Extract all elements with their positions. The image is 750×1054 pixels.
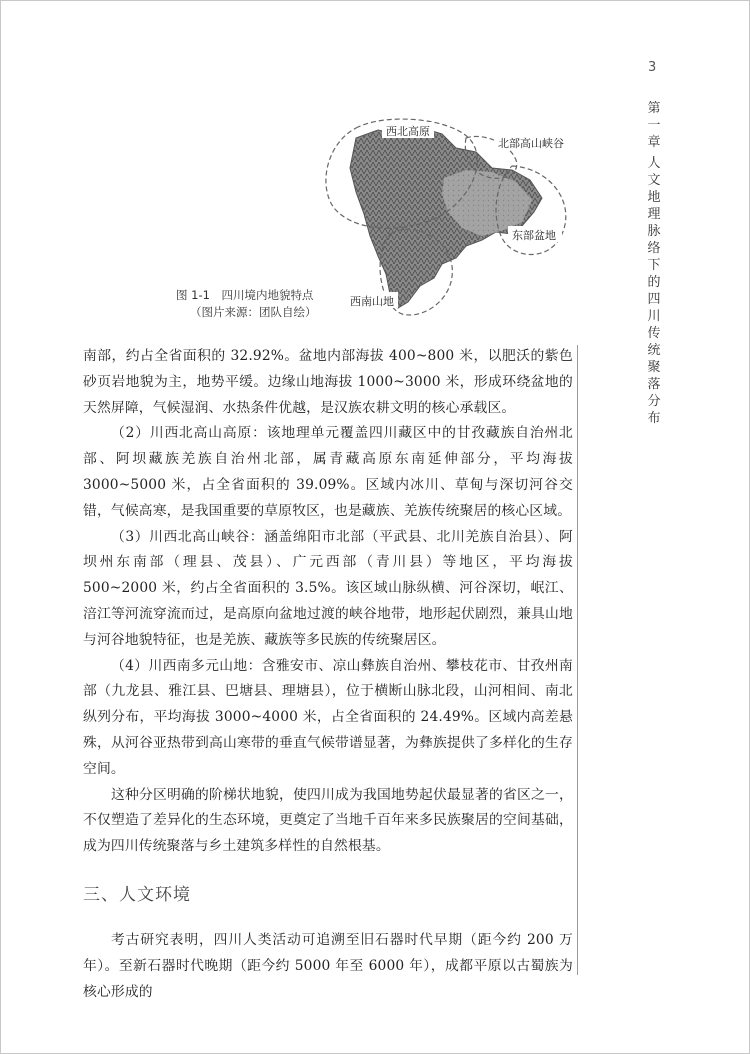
paragraph: 南部，约占全省面积的 32.92%。盆地内部海拔 400~800 米，以肥沃的紫色砂页岩地貌为主，地势平缓。边缘山地海拔 1000~3000 米，形成环绕盆地的天然屏障，气候湿润、水热条件优越，是汉族农耕文明的核心承载区。: [83, 348, 573, 416]
sichuan-relief-map: [316, 108, 580, 322]
chapter-title-char: 地: [647, 190, 661, 205]
page-number: 3: [648, 60, 657, 75]
chapter-title-char: 统: [647, 343, 661, 358]
chapter-title: [646, 155, 662, 427]
chapter-title-char: 下: [647, 258, 661, 273]
paragraph: （2）川西北高山高原：该地理单元覆盖四川藏区中的甘孜藏族自治州北部、阿坝藏族羌族自治州北部，属青藏高原东南延伸部分，平均海拔 3000~5000 米，占全省面积的 39.09%。区域内冰川、草甸与深切河谷交错，气候高寒，是我国重要的草原牧区，也是藏族、羌族传统聚居的核心区域。: [83, 425, 573, 519]
chapter-title-char: 落: [647, 377, 661, 392]
chapter-title-char: 聚: [647, 360, 661, 375]
chapter-title-char: 的: [647, 275, 661, 290]
chapter-title-char: 理: [647, 207, 661, 222]
chapter-title-char: 布: [647, 411, 661, 426]
paragraph: 这种分区明确的阶梯状地貌，使四川成为我国地势起伏最显著的省区之一，不仅塑造了差异化的生态环境，更奠定了当地千百年来多民族聚居的空间基础，成为四川传统聚落与乡土建筑多样性的自然根基。: [83, 786, 573, 855]
chapter-label: [646, 100, 662, 151]
body-text: [83, 344, 573, 860]
chapter-title-char: 文: [647, 173, 661, 188]
chapter-title-char: 分: [647, 394, 661, 409]
chapter-title-char: 脉: [647, 224, 661, 239]
chapter-char: 一: [647, 118, 661, 133]
margin-rule: [577, 345, 578, 975]
label-north: 北部高山峡谷: [498, 137, 564, 150]
chapter-char: 章: [647, 135, 661, 150]
chapter-title-char: 传: [647, 326, 661, 341]
chapter-char: 第: [647, 101, 661, 116]
label-southwest: 西南山地: [350, 295, 394, 308]
paragraph: （4）川西南多元山地：含雅安市、凉山彝族自治州、攀枝花市、甘孜州南部（九龙县、雅江县、巴塘县、理塘县），位于横断山脉北段，山河相间、南北纵列分布，平均海拔 3000~4000 米，占全省面积的 24.49%。区域内高差悬殊，从河谷亚热带到高山寒带的垂直气候带谱显著，为彝族提供了多样化的生存空间。: [83, 657, 573, 777]
paragraph: （3）川西北高山峡谷：涵盖绵阳市北部（平武县、北川羌族自治县）、阿坝州东南部（理县、茂县）、广元西部（青川县）等地区，平均海拔 500~2000 米，约占全省面积的 3.5%。该区域山脉纵横、河谷深切，岷江、涪江等河流穿流而过，是高原向盆地过渡的峡谷地带，地形起伏剧烈，兼具山地与河谷地貌特征，也是羌族、藏族等多民族的传统聚居区。: [83, 528, 573, 648]
figure-caption: 图 1-1 四川境内地貌特点: [176, 288, 314, 302]
label-east: 东部盆地: [512, 229, 556, 242]
section-body: [83, 928, 573, 1005]
paragraph: 考古研究表明，四川人类活动可追溯至旧石器时代早期（距今约 200 万年）。至新石器时代晚期（距今约 5000 年至 6000 年），成都平原以古蜀族为核心形成的: [83, 932, 573, 1000]
label-northwest: 西北高原: [386, 125, 430, 138]
chapter-title-char: 人: [647, 156, 661, 171]
figure-source: （图片来源：团队自绘）: [190, 305, 317, 319]
chapter-title-char: 四: [647, 292, 661, 307]
chapter-title-char: 络: [647, 241, 661, 256]
section-heading: 三、人文环境: [83, 885, 191, 905]
chapter-title-char: 川: [647, 309, 661, 324]
